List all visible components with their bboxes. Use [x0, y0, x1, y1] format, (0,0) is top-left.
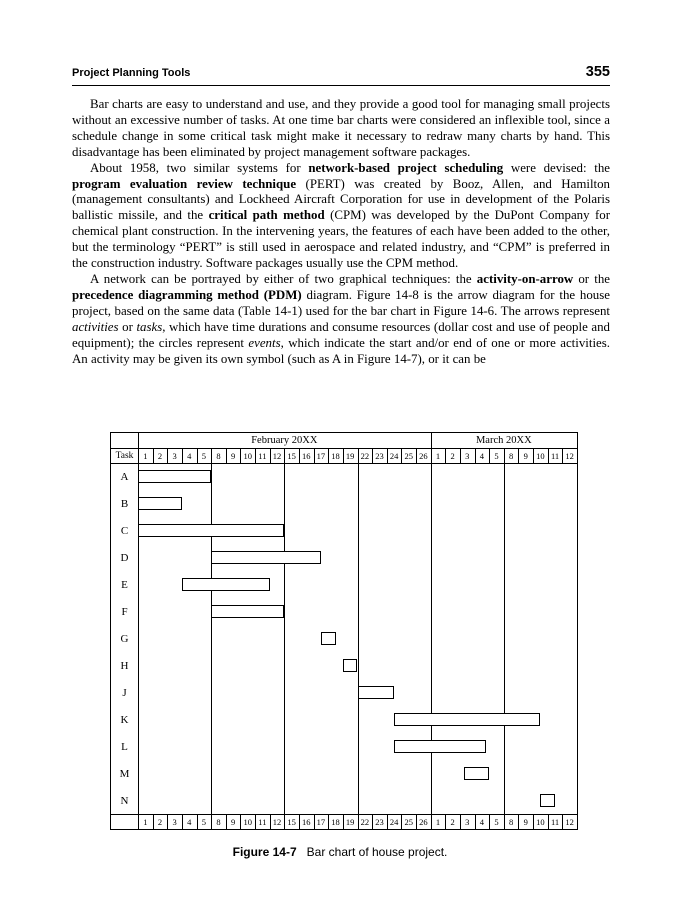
grid-hline [111, 463, 577, 464]
day-tick [518, 814, 519, 829]
page-number: 355 [585, 64, 610, 80]
day-label: 9 [523, 816, 528, 827]
day-label: 1 [435, 816, 441, 827]
day-tick [226, 448, 227, 463]
day-tick [270, 448, 271, 463]
day-label: 17 [316, 450, 326, 461]
task-bar-H [343, 659, 358, 672]
running-head-title: Project Planning Tools [72, 67, 191, 79]
text-segment: activity-on-arrow [476, 271, 574, 286]
gantt-chart [110, 432, 578, 830]
day-tick [431, 448, 432, 463]
day-tick [314, 448, 315, 463]
day-tick [167, 448, 168, 463]
day-tick [358, 814, 359, 829]
day-tick [387, 448, 388, 463]
day-label: 12 [272, 816, 282, 827]
month-label: February 20XX [251, 435, 318, 446]
day-label: 11 [550, 450, 560, 461]
week-gridline [358, 448, 359, 829]
day-label: 3 [172, 450, 177, 461]
day-label: 15 [287, 450, 296, 461]
day-tick [562, 814, 563, 829]
day-label: 10 [243, 816, 252, 827]
task-bar-F [211, 605, 284, 618]
task-bar-G [321, 632, 336, 645]
day-label: 24 [389, 816, 399, 827]
task-bar-D [211, 551, 321, 564]
text-segment: diagram. Figure 14-8 is the arrow diagram for the house project, based on the same data (Table 14-1) used for the bar chart in Figure 14-6. The arrows represent [72, 287, 610, 318]
day-label: 23 [375, 816, 384, 827]
day-label: 1 [143, 816, 148, 827]
day-label: 1 [143, 450, 148, 461]
day-label: 26 [419, 450, 428, 461]
task-row-label-H: H [120, 659, 129, 672]
text-segment: tasks [136, 319, 163, 334]
day-label: 17 [316, 816, 326, 827]
figure-caption-text: Bar chart of house project. [306, 845, 448, 859]
text-segment: activities [72, 319, 119, 334]
task-bar-N [540, 794, 555, 807]
day-label: 1 [435, 450, 441, 461]
day-label: 19 [345, 450, 355, 461]
day-label: 10 [243, 450, 252, 461]
task-row-label-N: N [120, 794, 129, 807]
task-row-label-J: J [122, 686, 127, 699]
day-tick [489, 814, 490, 829]
day-label: 18 [331, 816, 340, 827]
text-segment: events [248, 335, 281, 350]
day-tick [431, 814, 432, 829]
day-label: 12 [272, 450, 282, 461]
day-label: 24 [389, 450, 399, 461]
text-segment: Bar charts are easy to understand and use, and they provide a good tool for managing small projects without an excessive number of tasks. At one time bar charts were considered an inflexible tool, since a schedule change in some critical task might make it necessary to redraw many charts by hand. This disadvantage has been eliminated by project management software packages. [72, 97, 610, 159]
text-segment: or [118, 319, 137, 334]
day-label: 5 [201, 816, 206, 827]
task-row-label-C: C [120, 524, 129, 537]
day-tick [475, 814, 476, 829]
day-tick [153, 448, 154, 463]
day-tick [445, 814, 446, 829]
day-tick [211, 448, 212, 463]
day-tick [255, 448, 256, 463]
week-gridline [284, 448, 285, 829]
day-tick [372, 814, 373, 829]
task-bar-L [394, 740, 485, 753]
day-label: 3 [465, 816, 470, 827]
day-label: 3 [465, 450, 470, 461]
day-tick [211, 814, 212, 829]
day-tick [475, 448, 476, 463]
day-label: 12 [565, 450, 574, 461]
day-tick [533, 814, 534, 829]
task-bar-B [138, 497, 182, 510]
text-segment: A network can be portrayed by either of two graphical techniques: the [90, 271, 477, 286]
day-tick [167, 814, 168, 829]
day-tick [401, 814, 402, 829]
running-head [72, 64, 610, 86]
text-segment: precedence diagramming method (PDM) [72, 287, 302, 302]
text-segment: were devised: the [503, 160, 610, 175]
paragraph-2 [72, 161, 610, 272]
week-gridline [504, 448, 505, 829]
week-gridline [431, 448, 432, 829]
day-tick [460, 448, 461, 463]
day-label: 19 [345, 816, 355, 827]
day-tick [548, 448, 549, 463]
task-bar-C [138, 524, 284, 537]
grid-vline-taskcol [138, 433, 139, 829]
day-label: 25 [404, 816, 413, 827]
day-label: 23 [375, 450, 384, 461]
day-tick [416, 814, 417, 829]
task-bar-M [464, 767, 490, 780]
task-row-label-G: G [120, 632, 129, 645]
day-tick [387, 814, 388, 829]
day-label: 11 [258, 450, 267, 461]
month-label: March 20XX [475, 435, 532, 446]
day-label: 16 [302, 450, 311, 461]
day-tick [343, 814, 344, 829]
day-tick [343, 448, 344, 463]
day-tick [460, 814, 461, 829]
task-row-label-D: D [120, 551, 129, 564]
day-tick [270, 814, 271, 829]
day-label: 22 [360, 450, 370, 461]
task-row-label-E: E [121, 578, 128, 591]
task-bar-K [394, 713, 540, 726]
day-label: 22 [360, 816, 370, 827]
day-tick [299, 814, 300, 829]
day-label: 11 [550, 816, 560, 827]
day-tick [518, 448, 519, 463]
text-segment: , which indicate the start and/or end of one or more activities. An activity may be given its own symbol (such as A in Figure 14-7), or it can be [72, 335, 610, 366]
day-label: 10 [536, 450, 545, 461]
task-row-label-B: B [120, 497, 129, 510]
day-label: 8 [509, 816, 514, 827]
month-divider [431, 433, 432, 448]
text-segment: critical path method [208, 208, 325, 223]
day-tick [284, 448, 285, 463]
day-label: 10 [536, 816, 545, 827]
day-tick [182, 814, 183, 829]
text-segment: About 1958, two similar systems for [90, 160, 309, 175]
day-label: 4 [187, 816, 192, 827]
day-label: 25 [404, 450, 413, 461]
figure-caption-label: Figure 14-7 [232, 845, 297, 859]
day-label: 12 [565, 816, 574, 827]
day-tick [504, 448, 505, 463]
day-tick [197, 814, 198, 829]
day-tick [284, 814, 285, 829]
text-segment: , which have time durations and consume resources (dollar cost and use of people and equipment); the circles represent [72, 319, 610, 350]
day-label: 9 [230, 816, 236, 827]
day-label: 8 [509, 450, 514, 461]
day-label: 3 [172, 816, 177, 827]
task-row-label-L: L [121, 740, 128, 753]
task-row-label-F: F [121, 605, 128, 618]
day-tick [328, 814, 329, 829]
day-tick [240, 814, 241, 829]
task-row-label-M: M [119, 767, 130, 780]
day-tick [548, 814, 549, 829]
day-tick [314, 814, 315, 829]
day-label: 15 [287, 816, 296, 827]
text-segment: or the [573, 271, 610, 286]
day-label: 18 [331, 450, 340, 461]
text-segment: network-based project scheduling [308, 160, 504, 175]
day-label: 4 [479, 450, 484, 461]
day-tick [489, 448, 490, 463]
day-label: 5 [201, 450, 206, 461]
day-label: 9 [523, 450, 528, 461]
figure-caption [0, 845, 680, 859]
day-label: 4 [479, 816, 484, 827]
day-tick [182, 448, 183, 463]
text-segment: program evaluation review technique [72, 176, 297, 191]
day-tick [445, 448, 446, 463]
day-label: 4 [187, 450, 192, 461]
day-label: 2 [157, 816, 163, 827]
corner-label: Task [115, 450, 134, 461]
paragraph-3 [72, 272, 610, 367]
day-tick [197, 448, 198, 463]
paragraph-1 [72, 97, 610, 161]
text-segment: (CPM) was developed by the DuPont Company for chemical plant construction. In the intervening years, the features of each have been added to the other, but the terminology “PERT” is still used in aerospace and related industry, and “CPM” is preferred in the construction industry. Software packages usually use the CPM method. [72, 208, 610, 271]
day-label: 8 [216, 816, 221, 827]
day-tick [401, 448, 402, 463]
day-label: 2 [157, 450, 163, 461]
task-bar-A [138, 470, 211, 483]
day-tick [504, 814, 505, 829]
task-bar-J [358, 686, 395, 699]
week-gridline [211, 448, 212, 829]
day-label: 26 [419, 816, 428, 827]
text-segment: (PERT) was created by Booz, Allen, and Hamilton (management consultants) and Lockheed Aircraft Corporation for use in development of the Polaris ballistic missile, and the [72, 176, 610, 223]
day-tick [226, 814, 227, 829]
day-label: 2 [450, 816, 455, 827]
day-label: 9 [230, 450, 236, 461]
day-label: 5 [494, 450, 499, 461]
day-tick [358, 448, 359, 463]
day-tick [328, 448, 329, 463]
day-label: 8 [216, 450, 221, 461]
day-tick [416, 448, 417, 463]
day-tick [299, 448, 300, 463]
body-text [72, 97, 610, 367]
day-label: 2 [450, 450, 455, 461]
day-tick [372, 448, 373, 463]
day-tick [533, 448, 534, 463]
task-row-label-A: A [120, 470, 129, 483]
day-tick [153, 814, 154, 829]
day-label: 11 [258, 816, 267, 827]
day-tick [562, 448, 563, 463]
day-tick [255, 814, 256, 829]
day-label: 16 [302, 816, 311, 827]
day-tick [240, 448, 241, 463]
day-label: 5 [494, 816, 499, 827]
task-bar-E [182, 578, 270, 591]
task-row-label-K: K [120, 713, 129, 726]
